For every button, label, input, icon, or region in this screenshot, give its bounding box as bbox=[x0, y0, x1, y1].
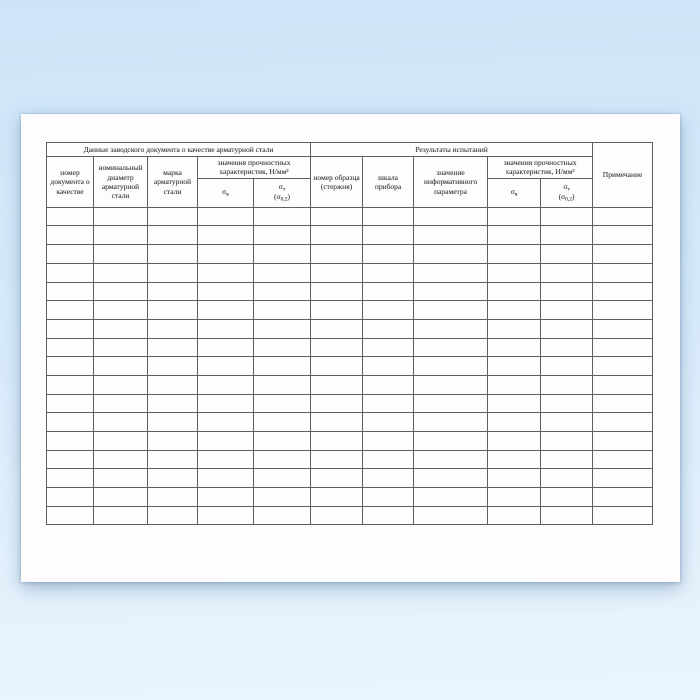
body-cell bbox=[47, 506, 94, 525]
body-cell bbox=[414, 319, 488, 338]
body-cell bbox=[47, 450, 94, 469]
body-cell bbox=[47, 207, 94, 226]
body-cell bbox=[593, 469, 653, 488]
sigma-subscript: т bbox=[282, 186, 286, 193]
body-cell bbox=[198, 226, 254, 245]
body-cell bbox=[311, 319, 363, 338]
body-cell bbox=[488, 432, 541, 451]
body-cell bbox=[363, 338, 414, 357]
body-cell bbox=[488, 357, 541, 376]
body-cell bbox=[94, 394, 148, 413]
document-page bbox=[21, 114, 680, 582]
group-header-row bbox=[47, 143, 653, 157]
body-cell bbox=[363, 394, 414, 413]
table-row bbox=[47, 319, 653, 338]
body-cell bbox=[94, 488, 148, 507]
table-row bbox=[47, 394, 653, 413]
body-cell bbox=[198, 450, 254, 469]
body-cell bbox=[198, 319, 254, 338]
body-cell bbox=[593, 338, 653, 357]
table-row bbox=[47, 506, 653, 525]
table-row bbox=[47, 263, 653, 282]
body-cell bbox=[541, 207, 593, 226]
body-cell bbox=[363, 245, 414, 264]
body-cell bbox=[414, 207, 488, 226]
body-cell bbox=[311, 282, 363, 301]
body-cell bbox=[363, 488, 414, 507]
body-cell bbox=[148, 245, 198, 264]
body-cell bbox=[363, 413, 414, 432]
column-header-note: Примечание bbox=[593, 143, 653, 208]
body-cell bbox=[198, 282, 254, 301]
body-cell bbox=[198, 432, 254, 451]
column-header-row bbox=[47, 157, 653, 179]
body-cell bbox=[254, 226, 311, 245]
body-cell bbox=[363, 357, 414, 376]
body-cell bbox=[488, 319, 541, 338]
body-cell bbox=[311, 506, 363, 525]
body-cell bbox=[311, 394, 363, 413]
paren-sigma: (σ bbox=[274, 191, 281, 201]
body-cell bbox=[148, 432, 198, 451]
paren-close: ) bbox=[287, 191, 290, 201]
body-cell bbox=[541, 413, 593, 432]
sigma-b-header-right bbox=[488, 178, 541, 207]
body-cell bbox=[593, 413, 653, 432]
body-cell bbox=[488, 506, 541, 525]
body-cell bbox=[47, 357, 94, 376]
body-cell bbox=[488, 338, 541, 357]
body-cell bbox=[414, 469, 488, 488]
body-cell bbox=[254, 469, 311, 488]
body-cell bbox=[254, 282, 311, 301]
body-cell bbox=[47, 263, 94, 282]
column-header-diameter: номинальный диаметр арматурной стали bbox=[94, 157, 148, 208]
sigma-t-line bbox=[256, 183, 308, 193]
sigma-subscript: 0,2 bbox=[565, 196, 572, 203]
body-cell bbox=[311, 375, 363, 394]
strength-group-header-right: значения прочностных характеристик, Н/мм² bbox=[488, 157, 593, 179]
body-cell bbox=[488, 375, 541, 394]
body-cell bbox=[311, 301, 363, 320]
body-cell bbox=[311, 488, 363, 507]
table-row bbox=[47, 338, 653, 357]
body-cell bbox=[593, 506, 653, 525]
body-cell bbox=[198, 263, 254, 282]
body-cell bbox=[363, 301, 414, 320]
body-cell bbox=[488, 301, 541, 320]
table-row bbox=[47, 245, 653, 264]
body-cell bbox=[363, 375, 414, 394]
table-row bbox=[47, 488, 653, 507]
body-cell bbox=[311, 413, 363, 432]
body-cell bbox=[47, 301, 94, 320]
body-cell bbox=[47, 226, 94, 245]
body-cell bbox=[148, 319, 198, 338]
body-cell bbox=[198, 245, 254, 264]
body-cell bbox=[94, 450, 148, 469]
body-cell bbox=[414, 450, 488, 469]
table-row bbox=[47, 282, 653, 301]
body-cell bbox=[363, 450, 414, 469]
body-cell bbox=[47, 394, 94, 413]
body-cell bbox=[94, 357, 148, 376]
body-cell bbox=[254, 357, 311, 376]
body-cell bbox=[363, 282, 414, 301]
body-cell bbox=[148, 207, 198, 226]
body-cell bbox=[254, 263, 311, 282]
body-cell bbox=[414, 432, 488, 451]
body-cell bbox=[198, 338, 254, 357]
paren-sigma: (σ bbox=[558, 191, 566, 201]
body-cell bbox=[94, 469, 148, 488]
body-cell bbox=[311, 357, 363, 376]
table-header bbox=[47, 143, 653, 208]
body-cell bbox=[47, 375, 94, 394]
table-row bbox=[47, 432, 653, 451]
body-cell bbox=[94, 207, 148, 226]
body-cell bbox=[94, 226, 148, 245]
body-cell bbox=[488, 245, 541, 264]
body-cell bbox=[414, 282, 488, 301]
sigma-subscript: в bbox=[514, 191, 518, 198]
body-cell bbox=[148, 263, 198, 282]
body-cell bbox=[488, 263, 541, 282]
column-header-informative-parameter: значение информативного параметра bbox=[414, 157, 488, 208]
body-cell bbox=[94, 375, 148, 394]
table-row bbox=[47, 469, 653, 488]
body-cell bbox=[414, 488, 488, 507]
body-cell bbox=[593, 394, 653, 413]
body-cell bbox=[541, 245, 593, 264]
body-cell bbox=[148, 375, 198, 394]
body-cell bbox=[541, 506, 593, 525]
body-cell bbox=[254, 394, 311, 413]
body-cell bbox=[363, 226, 414, 245]
table-row bbox=[47, 301, 653, 320]
body-cell bbox=[198, 506, 254, 525]
body-cell bbox=[363, 432, 414, 451]
body-cell bbox=[311, 450, 363, 469]
body-cell bbox=[593, 245, 653, 264]
column-header-doc-number: номер документа о качестве bbox=[47, 157, 94, 208]
body-cell bbox=[94, 506, 148, 525]
sigma-t-header-left bbox=[254, 178, 311, 207]
body-cell bbox=[414, 226, 488, 245]
body-cell bbox=[414, 263, 488, 282]
table-body bbox=[47, 207, 653, 525]
table-row bbox=[47, 357, 653, 376]
body-cell bbox=[311, 432, 363, 451]
body-cell bbox=[148, 469, 198, 488]
body-cell bbox=[541, 450, 593, 469]
body-cell bbox=[593, 207, 653, 226]
body-cell bbox=[311, 338, 363, 357]
body-cell bbox=[541, 282, 593, 301]
sigma-b-header-left bbox=[198, 178, 254, 207]
group-header-factory-data: Данные заводского документа о качестве арматурной стали bbox=[47, 143, 311, 157]
body-cell bbox=[148, 506, 198, 525]
body-cell bbox=[541, 319, 593, 338]
body-cell bbox=[363, 506, 414, 525]
body-cell bbox=[254, 375, 311, 394]
body-cell bbox=[254, 338, 311, 357]
body-cell bbox=[541, 301, 593, 320]
body-cell bbox=[593, 450, 653, 469]
body-cell bbox=[311, 207, 363, 226]
body-cell bbox=[94, 413, 148, 432]
body-cell bbox=[148, 226, 198, 245]
body-cell bbox=[593, 488, 653, 507]
group-header-test-results: Результаты испытаний bbox=[311, 143, 593, 157]
body-cell bbox=[414, 413, 488, 432]
body-cell bbox=[148, 301, 198, 320]
body-cell bbox=[414, 357, 488, 376]
column-header-sample-number: номер образца (стержня) bbox=[311, 157, 363, 208]
body-cell bbox=[488, 450, 541, 469]
body-cell bbox=[488, 469, 541, 488]
body-cell bbox=[47, 319, 94, 338]
body-cell bbox=[148, 394, 198, 413]
column-header-grade: марка арматурной стали bbox=[148, 157, 198, 208]
body-cell bbox=[541, 432, 593, 451]
body-cell bbox=[47, 469, 94, 488]
body-cell bbox=[47, 338, 94, 357]
body-cell bbox=[148, 488, 198, 507]
body-cell bbox=[148, 357, 198, 376]
body-cell bbox=[414, 375, 488, 394]
body-cell bbox=[94, 319, 148, 338]
body-cell bbox=[254, 245, 311, 264]
body-cell bbox=[541, 226, 593, 245]
body-cell bbox=[363, 469, 414, 488]
body-cell bbox=[311, 263, 363, 282]
table-row bbox=[47, 413, 653, 432]
body-cell bbox=[198, 413, 254, 432]
body-cell bbox=[94, 432, 148, 451]
body-cell bbox=[593, 319, 653, 338]
sigma-02-line bbox=[256, 193, 308, 203]
body-cell bbox=[541, 338, 593, 357]
body-cell bbox=[488, 207, 541, 226]
body-cell bbox=[198, 301, 254, 320]
body-cell bbox=[593, 263, 653, 282]
body-cell bbox=[47, 432, 94, 451]
body-cell bbox=[47, 282, 94, 301]
body-cell bbox=[311, 245, 363, 264]
body-cell bbox=[593, 301, 653, 320]
body-cell bbox=[254, 488, 311, 507]
body-cell bbox=[198, 207, 254, 226]
strength-group-header-left: значения прочностных характеристик, Н/мм² bbox=[198, 157, 311, 179]
body-cell bbox=[47, 413, 94, 432]
column-header-device-scale: шкала прибора bbox=[363, 157, 414, 208]
sigma-symbol: σ bbox=[222, 187, 227, 197]
sigma-subscript: в bbox=[226, 191, 229, 198]
body-cell bbox=[541, 263, 593, 282]
sigma-t-header-right bbox=[541, 178, 593, 207]
body-cell bbox=[254, 207, 311, 226]
sigma-subscript: 0,2 bbox=[280, 196, 288, 203]
body-cell bbox=[363, 263, 414, 282]
body-cell bbox=[148, 450, 198, 469]
body-cell bbox=[414, 394, 488, 413]
body-cell bbox=[254, 432, 311, 451]
body-cell bbox=[488, 282, 541, 301]
steel-test-journal-table bbox=[46, 142, 653, 525]
body-cell bbox=[488, 394, 541, 413]
body-cell bbox=[593, 226, 653, 245]
body-cell bbox=[541, 357, 593, 376]
sigma-02-line bbox=[543, 193, 590, 203]
body-cell bbox=[94, 282, 148, 301]
body-cell bbox=[148, 282, 198, 301]
body-cell bbox=[363, 319, 414, 338]
body-cell bbox=[148, 338, 198, 357]
body-cell bbox=[488, 488, 541, 507]
sigma-symbol: σ bbox=[563, 181, 568, 191]
body-cell bbox=[363, 207, 414, 226]
body-cell bbox=[254, 319, 311, 338]
body-cell bbox=[541, 488, 593, 507]
body-cell bbox=[254, 301, 311, 320]
body-cell bbox=[148, 413, 198, 432]
table-row bbox=[47, 207, 653, 226]
sigma-symbol: σ bbox=[278, 181, 283, 191]
body-cell bbox=[198, 357, 254, 376]
body-cell bbox=[593, 282, 653, 301]
body-cell bbox=[488, 226, 541, 245]
body-cell bbox=[311, 226, 363, 245]
sigma-symbol: σ bbox=[510, 187, 515, 197]
table-row bbox=[47, 375, 653, 394]
body-cell bbox=[541, 394, 593, 413]
sigma-subscript: т bbox=[567, 186, 570, 193]
body-cell bbox=[198, 488, 254, 507]
body-cell bbox=[198, 394, 254, 413]
table-row bbox=[47, 450, 653, 469]
body-cell bbox=[593, 375, 653, 394]
paren-close: ) bbox=[572, 191, 575, 201]
body-cell bbox=[541, 375, 593, 394]
body-cell bbox=[414, 301, 488, 320]
body-cell bbox=[198, 469, 254, 488]
table-row bbox=[47, 226, 653, 245]
body-cell bbox=[311, 469, 363, 488]
body-cell bbox=[593, 432, 653, 451]
body-cell bbox=[94, 301, 148, 320]
sigma-t-line bbox=[543, 183, 590, 193]
body-cell bbox=[593, 357, 653, 376]
body-cell bbox=[47, 488, 94, 507]
body-cell bbox=[254, 450, 311, 469]
body-cell bbox=[94, 245, 148, 264]
body-cell bbox=[541, 469, 593, 488]
body-cell bbox=[198, 375, 254, 394]
body-cell bbox=[254, 506, 311, 525]
body-cell bbox=[414, 506, 488, 525]
body-cell bbox=[488, 413, 541, 432]
body-cell bbox=[94, 263, 148, 282]
body-cell bbox=[414, 245, 488, 264]
body-cell bbox=[94, 338, 148, 357]
body-cell bbox=[47, 245, 94, 264]
body-cell bbox=[254, 413, 311, 432]
body-cell bbox=[414, 338, 488, 357]
